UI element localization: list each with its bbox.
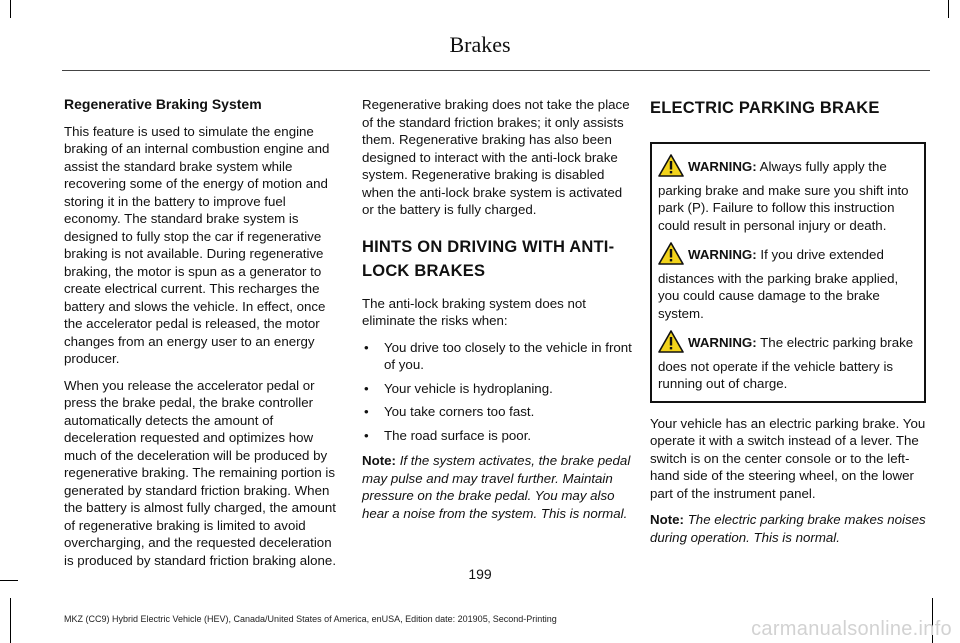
header-rule	[62, 70, 930, 71]
warning-label: WARNING:	[688, 335, 757, 350]
bullet-dot: •	[364, 380, 369, 396]
bullet-dot: •	[364, 339, 369, 355]
note-label: Note:	[650, 512, 684, 527]
warning-label: WARNING:	[688, 159, 757, 174]
section-title: HINTS ON DRIVING WITH ANTI-LOCK BRAKES	[362, 237, 615, 280]
page-number: 199	[468, 566, 492, 582]
column-1	[64, 96, 336, 578]
warning-triangle-icon	[658, 154, 684, 182]
warning-item	[658, 154, 918, 234]
list-item: • You drive too closely to the vehicle in front of you.	[364, 339, 632, 372]
paragraph: The anti-lock braking system does not eliminate the risks when:	[362, 295, 586, 328]
warning-text: The electric parking brake does not operate if the vehicle battery is running out of charge.	[658, 335, 914, 391]
crop-mark-bottom-left-v	[10, 598, 11, 643]
list-item: • The road surface is poor.	[364, 427, 532, 443]
paragraph: Your vehicle has an electric parking brake. You operate it with a switch instead of a lever. The switch is on the center console or to the left-hand side of the steering wheel, on the lower part of the instrument panel.	[650, 415, 926, 501]
bullet-list	[362, 339, 632, 445]
warning-text: Always fully apply the parking brake and make sure you shift into park (P). Failure to follow this instruction could result in personal injury or death.	[658, 159, 909, 233]
paragraph: This feature is used to simulate the engine braking of an internal combustion engine and assist the standard brake system while recovering some of the energy of motion and storing it in the battery to improve fuel economy. The standard brake system is designed to fully stop the car if regenerative braking is not available. During regenerative braking, the motor is spun as a generator to create electrical current. This recharges the battery and slows the vehicle. In effect, once the accelerator pedal is released, the motor changes from an energy user to an energy producer.	[64, 123, 330, 366]
crop-mark-top-left-v	[10, 0, 11, 18]
note-label: Note:	[362, 453, 396, 468]
page-header-title: Brakes	[449, 32, 511, 57]
list-item: • You take corners too fast.	[364, 404, 535, 419]
subsection-heading: Regenerative Braking System	[64, 96, 262, 112]
footer-edition-text: MKZ (CC9) Hybrid Electric Vehicle (HEV), Canada/United States of America, enUSA, Edition date: 201905, Second-Printing	[64, 614, 557, 624]
warning-triangle-icon	[658, 242, 684, 270]
paragraph: When you release the accelerator pedal or press the brake pedal, the brake controller automatically detects the amount of deceleration requested and optimizes how much of the deceleration will be produced by regenerative braking. The remaining portion is generated by standard friction braking. When the battery is almost fully charged, the amount of regenerative braking is limited to avoid overcharging, and the requested deceleration is produced by standard friction braking alone.	[64, 377, 337, 568]
warning-triangle-icon	[658, 330, 684, 358]
warning-item	[658, 330, 918, 393]
note	[650, 511, 926, 546]
note	[362, 452, 632, 522]
column-3	[650, 96, 926, 555]
warning-label: WARNING:	[688, 247, 757, 262]
bullet-dot: •	[364, 427, 369, 443]
column-2	[362, 96, 632, 531]
warning-item	[658, 242, 918, 322]
warning-box	[650, 142, 926, 403]
note-text: The electric parking brake makes noises during operation. This is normal.	[650, 512, 926, 545]
warning-text: If you drive extended distances with the parking brake applied, you could cause damage to the brake system.	[658, 247, 899, 321]
watermark: carmanualsonline.info	[751, 618, 952, 640]
bullet-dot: •	[364, 404, 369, 419]
crop-mark-top-right-v	[948, 0, 949, 18]
note-text: If the system activates, the brake pedal may pulse and may travel further. Maintain pressure on the brake pedal. You may also hear a noise from the system. This is normal.	[362, 453, 631, 521]
list-item: • Your vehicle is hydroplaning.	[364, 380, 553, 396]
section-title: ELECTRIC PARKING BRAKE	[650, 99, 880, 117]
paragraph: Regenerative braking does not take the place of the standard friction brakes; it only assists them. Regenerative braking has also been designed to interact with the anti-lock brake system. Regenerative braking is disabled when the anti-lock brake system is activated or the battery is fully charged.	[362, 97, 630, 217]
